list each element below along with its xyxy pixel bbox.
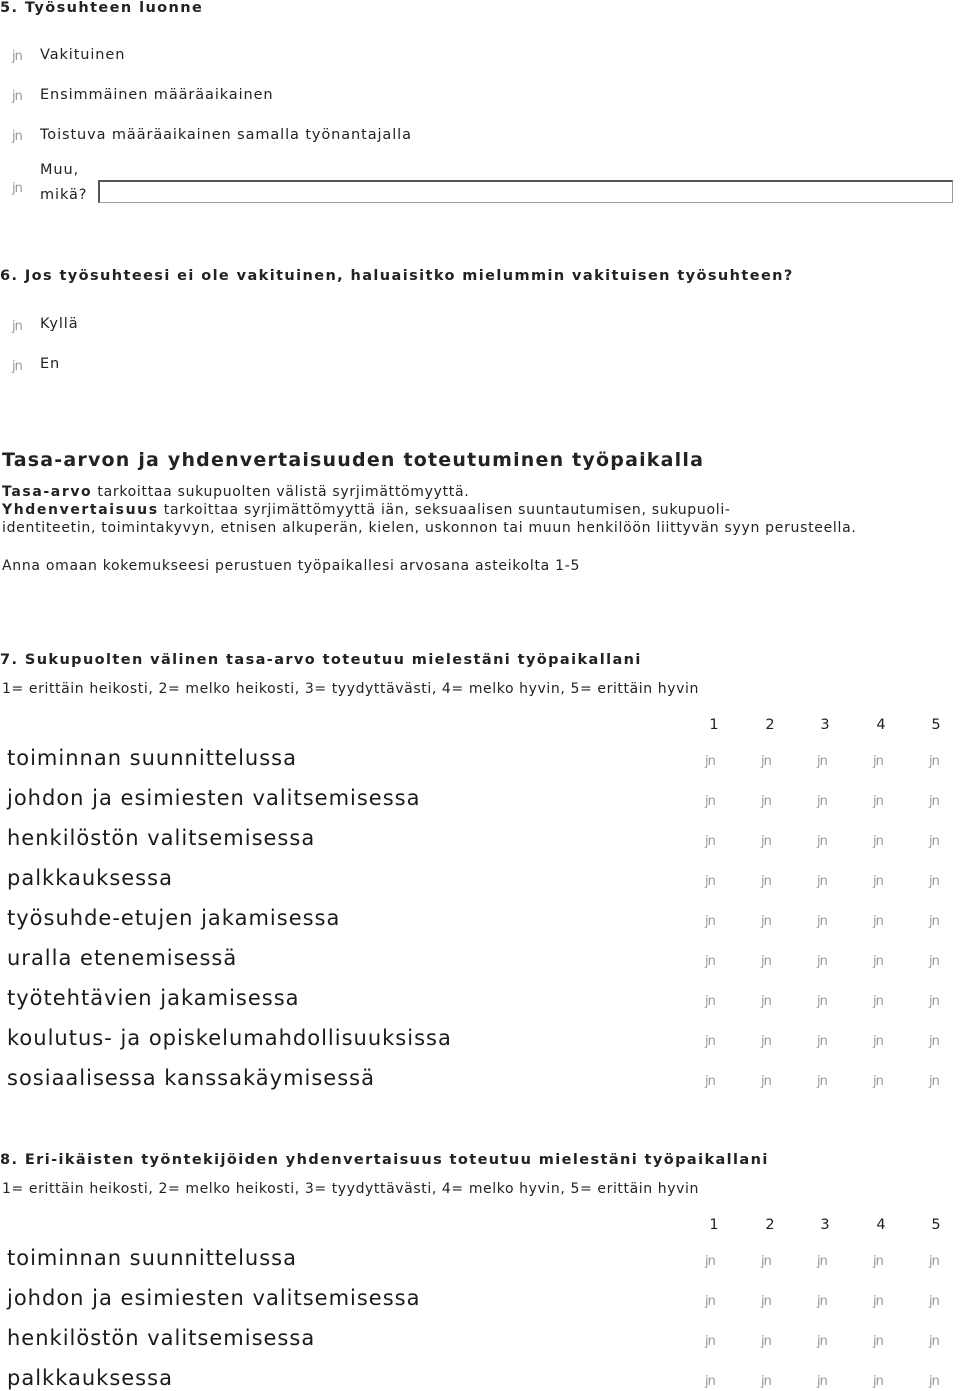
- q7-rating-radio-5[interactable]: [929, 915, 947, 929]
- q6-radio-en[interactable]: [12, 360, 30, 374]
- q7-rating-radio-1[interactable]: [705, 915, 723, 929]
- q7-rating-radio-5[interactable]: [929, 995, 947, 1009]
- q8-rating-radio-3[interactable]: [817, 1255, 835, 1269]
- q7-rating-radio-3[interactable]: [817, 1075, 835, 1089]
- q7-rating-radio-5[interactable]: [929, 875, 947, 889]
- q5-option-label: Toistuva määräaikainen samalla työnantajalla: [40, 127, 412, 143]
- q8-row-label: henkilöstön valitsemisessa: [7, 1326, 316, 1350]
- q8-rating-radio-5[interactable]: [929, 1255, 947, 1269]
- q7-rating-radio-4[interactable]: [873, 795, 891, 809]
- q8-rating-radio-5[interactable]: [929, 1335, 947, 1349]
- q8-rating-radio-2[interactable]: [761, 1255, 779, 1269]
- q5-other-label: mikä?: [40, 187, 88, 203]
- q8-rating-radio-1[interactable]: [705, 1375, 723, 1389]
- q5-option-label: Vakituinen: [40, 47, 126, 63]
- q7-scale-header-2: 2: [765, 717, 775, 733]
- q8-rating-radio-1[interactable]: [705, 1335, 723, 1349]
- q5-radio-toistuva[interactable]: [12, 130, 30, 144]
- q5-title: 5. Työsuhteen luonne: [0, 0, 204, 16]
- q7-row-label: palkkauksessa: [7, 866, 173, 890]
- q7-rating-radio-1[interactable]: [705, 1035, 723, 1049]
- q7-rating-radio-3[interactable]: [817, 835, 835, 849]
- q5-option-label: Ensimmäinen määräaikainen: [40, 87, 274, 103]
- q6-option-label: Kyllä: [40, 316, 79, 332]
- q8-scale-header-5: 5: [931, 1217, 941, 1233]
- q7-rating-radio-2[interactable]: [761, 875, 779, 889]
- q7-rating-radio-3[interactable]: [817, 995, 835, 1009]
- q7-rating-radio-5[interactable]: [929, 795, 947, 809]
- definition-text: tarkoittaa sukupuolten välistä syrjimättömyyttä.: [92, 484, 470, 500]
- q7-rating-radio-3[interactable]: [817, 755, 835, 769]
- q8-row-label: toiminnan suunnittelussa: [7, 1246, 297, 1270]
- q7-title: 7. Sukupuolten välinen tasa-arvo toteutuu mielestäni työpaikallani: [0, 652, 642, 668]
- q7-rating-radio-4[interactable]: [873, 835, 891, 849]
- q7-row-label: sosiaalisessa kanssakäymisessä: [7, 1066, 375, 1090]
- q7-row-label: koulutus- ja opiskelumahdollisuuksissa: [7, 1026, 452, 1050]
- q8-row-label: palkkauksessa: [7, 1366, 173, 1390]
- q6-title: 6. Jos työsuhteesi ei ole vakituinen, haluaisitko mielummin vakituisen työsuhteen?: [0, 268, 794, 284]
- q7-rating-radio-3[interactable]: [817, 875, 835, 889]
- q7-scale-header-3: 3: [820, 717, 830, 733]
- q7-rating-radio-3[interactable]: [817, 955, 835, 969]
- q7-rating-radio-1[interactable]: [705, 755, 723, 769]
- q7-rating-radio-5[interactable]: [929, 1075, 947, 1089]
- q7-rating-radio-2[interactable]: [761, 995, 779, 1009]
- q7-rating-radio-1[interactable]: [705, 955, 723, 969]
- q8-rating-radio-2[interactable]: [761, 1295, 779, 1309]
- q8-rating-radio-1[interactable]: [705, 1255, 723, 1269]
- q8-scale-header-2: 2: [765, 1217, 775, 1233]
- q8-rating-radio-1[interactable]: [705, 1295, 723, 1309]
- q7-rating-radio-1[interactable]: [705, 995, 723, 1009]
- q7-rating-radio-4[interactable]: [873, 1075, 891, 1089]
- q7-row-label: työtehtävien jakamisessa: [7, 986, 300, 1010]
- q8-scale-description: 1= erittäin heikosti, 2= melko heikosti, 3= tyydyttävästi, 4= melko hyvin, 5= erittäin hyvin: [2, 1181, 700, 1197]
- q7-rating-radio-5[interactable]: [929, 955, 947, 969]
- definition-yhdenvertaisuus: [2, 502, 731, 518]
- definition-tasa-arvo: [2, 484, 469, 500]
- q8-rating-radio-3[interactable]: [817, 1375, 835, 1389]
- q7-rating-radio-1[interactable]: [705, 835, 723, 849]
- q7-rating-radio-4[interactable]: [873, 755, 891, 769]
- q8-scale-header-1: 1: [709, 1217, 719, 1233]
- q7-rating-radio-1[interactable]: [705, 875, 723, 889]
- q8-rating-radio-5[interactable]: [929, 1295, 947, 1309]
- q7-row-label: työsuhde-etujen jakamisessa: [7, 906, 341, 930]
- q7-row-label: henkilöstön valitsemisessa: [7, 826, 316, 850]
- q7-rating-radio-2[interactable]: [761, 955, 779, 969]
- q5-radio-ensimmainen[interactable]: [12, 90, 30, 104]
- q7-rating-radio-3[interactable]: [817, 795, 835, 809]
- instruction-text: Anna omaan kokemukseesi perustuen työpaikallesi arvosana asteikolta 1-5: [2, 558, 581, 574]
- q8-title: 8. Eri-ikäisten työntekijöiden yhdenvertaisuus toteutuu mielestäni työpaikallani: [0, 1152, 769, 1168]
- q7-row-label: johdon ja esimiesten valitsemisessa: [7, 786, 421, 810]
- q5-other-input[interactable]: [98, 180, 953, 203]
- q6-radio-kylla[interactable]: [12, 320, 30, 334]
- term-yhdenvertaisuus: Yhdenvertaisuus: [2, 502, 159, 518]
- q7-rating-radio-5[interactable]: [929, 835, 947, 849]
- q8-scale-header-4: 4: [876, 1217, 886, 1233]
- definition-text-continued: identiteetin, toimintakyvyn, etnisen alkuperän, kielen, uskonnon tai muun henkilöön liittyvän syyn perusteella.: [2, 520, 857, 536]
- q7-row-label: uralla etenemisessä: [7, 946, 238, 970]
- q7-scale-header-1: 1: [709, 717, 719, 733]
- q7-rating-radio-3[interactable]: [817, 1035, 835, 1049]
- q7-scale-header-4: 4: [876, 717, 886, 733]
- q7-rating-radio-1[interactable]: [705, 795, 723, 809]
- q8-rating-radio-4[interactable]: [873, 1375, 891, 1389]
- q7-rating-radio-2[interactable]: [761, 1075, 779, 1089]
- q8-rating-radio-3[interactable]: [817, 1295, 835, 1309]
- term-tasa-arvo: Tasa-arvo: [2, 484, 93, 500]
- q8-rating-radio-4[interactable]: [873, 1295, 891, 1309]
- q7-rating-radio-2[interactable]: [761, 755, 779, 769]
- q7-row-label: toiminnan suunnittelussa: [7, 746, 297, 770]
- q7-rating-radio-4[interactable]: [873, 915, 891, 929]
- q7-rating-radio-4[interactable]: [873, 955, 891, 969]
- q7-rating-radio-4[interactable]: [873, 995, 891, 1009]
- q8-rating-radio-2[interactable]: [761, 1335, 779, 1349]
- q6-option-label: En: [40, 356, 61, 372]
- q7-rating-radio-4[interactable]: [873, 875, 891, 889]
- q7-rating-radio-2[interactable]: [761, 1035, 779, 1049]
- q7-rating-radio-4[interactable]: [873, 1035, 891, 1049]
- q7-scale-header-5: 5: [931, 717, 941, 733]
- q8-row-label: johdon ja esimiesten valitsemisessa: [7, 1286, 421, 1310]
- q7-rating-radio-5[interactable]: [929, 1035, 947, 1049]
- q8-rating-radio-5[interactable]: [929, 1375, 947, 1389]
- q7-rating-radio-2[interactable]: [761, 915, 779, 929]
- q7-rating-radio-2[interactable]: [761, 795, 779, 809]
- q5-radio-vakituinen[interactable]: [12, 50, 30, 64]
- q7-rating-radio-3[interactable]: [817, 915, 835, 929]
- q8-rating-radio-3[interactable]: [817, 1335, 835, 1349]
- definition-text: tarkoittaa syrjimättömyyttä iän, seksuaalisen suuntautumisen, sukupuoli-: [158, 502, 731, 518]
- q7-scale-description: 1= erittäin heikosti, 2= melko heikosti, 3= tyydyttävästi, 4= melko hyvin, 5= erittäin hyvin: [2, 681, 700, 697]
- q5-radio-muu[interactable]: [12, 182, 30, 196]
- q7-rating-radio-1[interactable]: [705, 1075, 723, 1089]
- q7-rating-radio-5[interactable]: [929, 755, 947, 769]
- q8-rating-radio-4[interactable]: [873, 1335, 891, 1349]
- q7-rating-radio-2[interactable]: [761, 835, 779, 849]
- q5-other-label: Muu,: [40, 162, 80, 178]
- q8-rating-radio-4[interactable]: [873, 1255, 891, 1269]
- q8-rating-radio-2[interactable]: [761, 1375, 779, 1389]
- q8-scale-header-3: 3: [820, 1217, 830, 1233]
- section-title: Tasa-arvon ja yhdenvertaisuuden toteutuminen työpaikalla: [2, 449, 705, 471]
